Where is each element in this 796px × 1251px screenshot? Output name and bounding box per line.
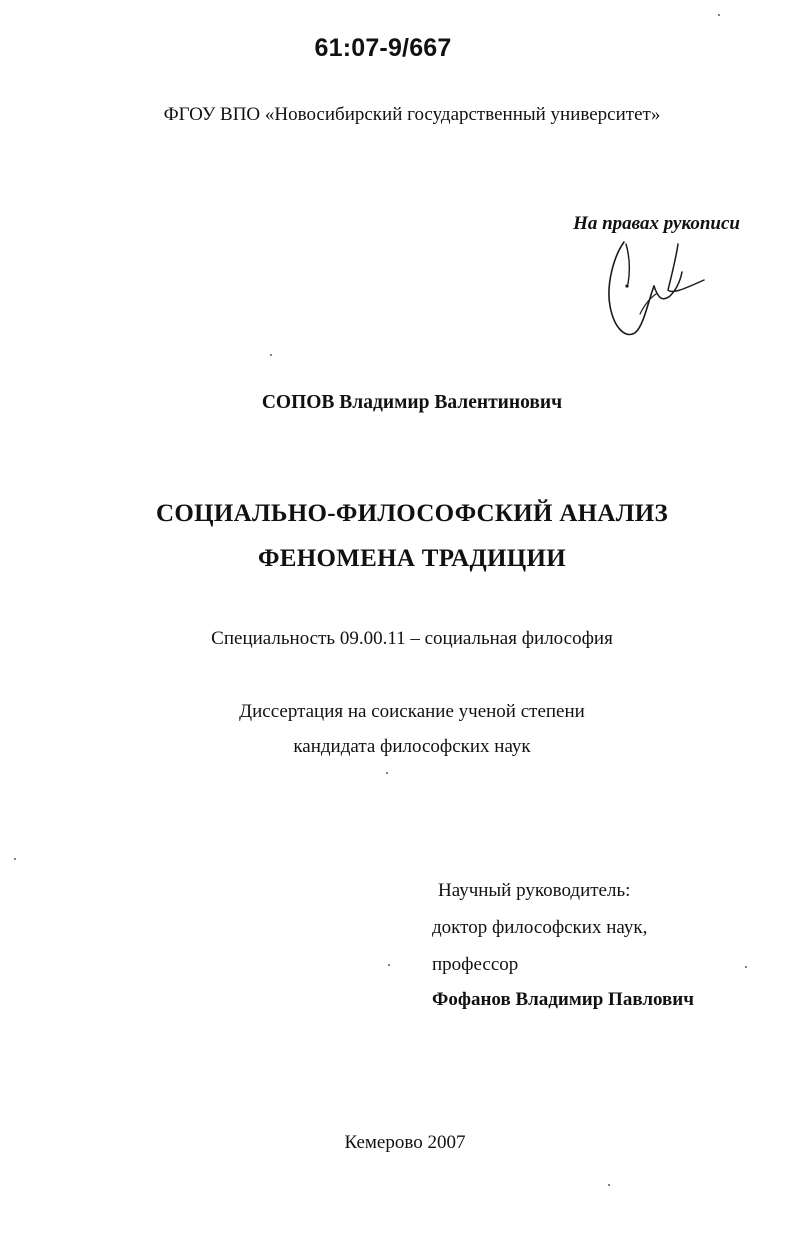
scan-speck — [388, 964, 390, 966]
dissertation-title-line: СОЦИАЛЬНО-ФИЛОСОФСКИЙ АНАЛИЗ — [156, 500, 668, 527]
author-name: СОПОВ Владимир Валентинович — [261, 392, 563, 413]
scan-speck — [745, 966, 747, 968]
degree-line: Диссертация на соискание ученой степени — [239, 701, 585, 722]
supervisor-degree: доктор философских наук, — [432, 917, 648, 938]
handwritten-signature — [596, 236, 708, 346]
catalog-number: 61:07-9/667 — [314, 34, 452, 62]
supervisor-heading: Научный руководитель: — [438, 880, 631, 901]
supervisor-rank: профессор — [432, 954, 519, 975]
scan-speck — [270, 354, 272, 356]
scan-speck — [718, 14, 720, 16]
degree-line: кандидата философских наук — [293, 736, 531, 757]
scan-speck — [14, 858, 16, 860]
dissertation-title-line: ФЕНОМЕНА ТРАДИЦИИ — [258, 545, 566, 572]
supervisor-name: Фофанов Владимир Павлович — [432, 989, 694, 1010]
scan-speck — [386, 772, 388, 774]
manuscript-notice: На правах рукописи — [573, 213, 740, 234]
city-year: Кемерово 2007 — [344, 1132, 466, 1153]
institution-name: ФГОУ ВПО «Новосибирский государственный университет» — [163, 104, 661, 125]
specialty-line: Специальность 09.00.11 – социальная философия — [211, 628, 613, 649]
scan-speck — [608, 1184, 610, 1186]
